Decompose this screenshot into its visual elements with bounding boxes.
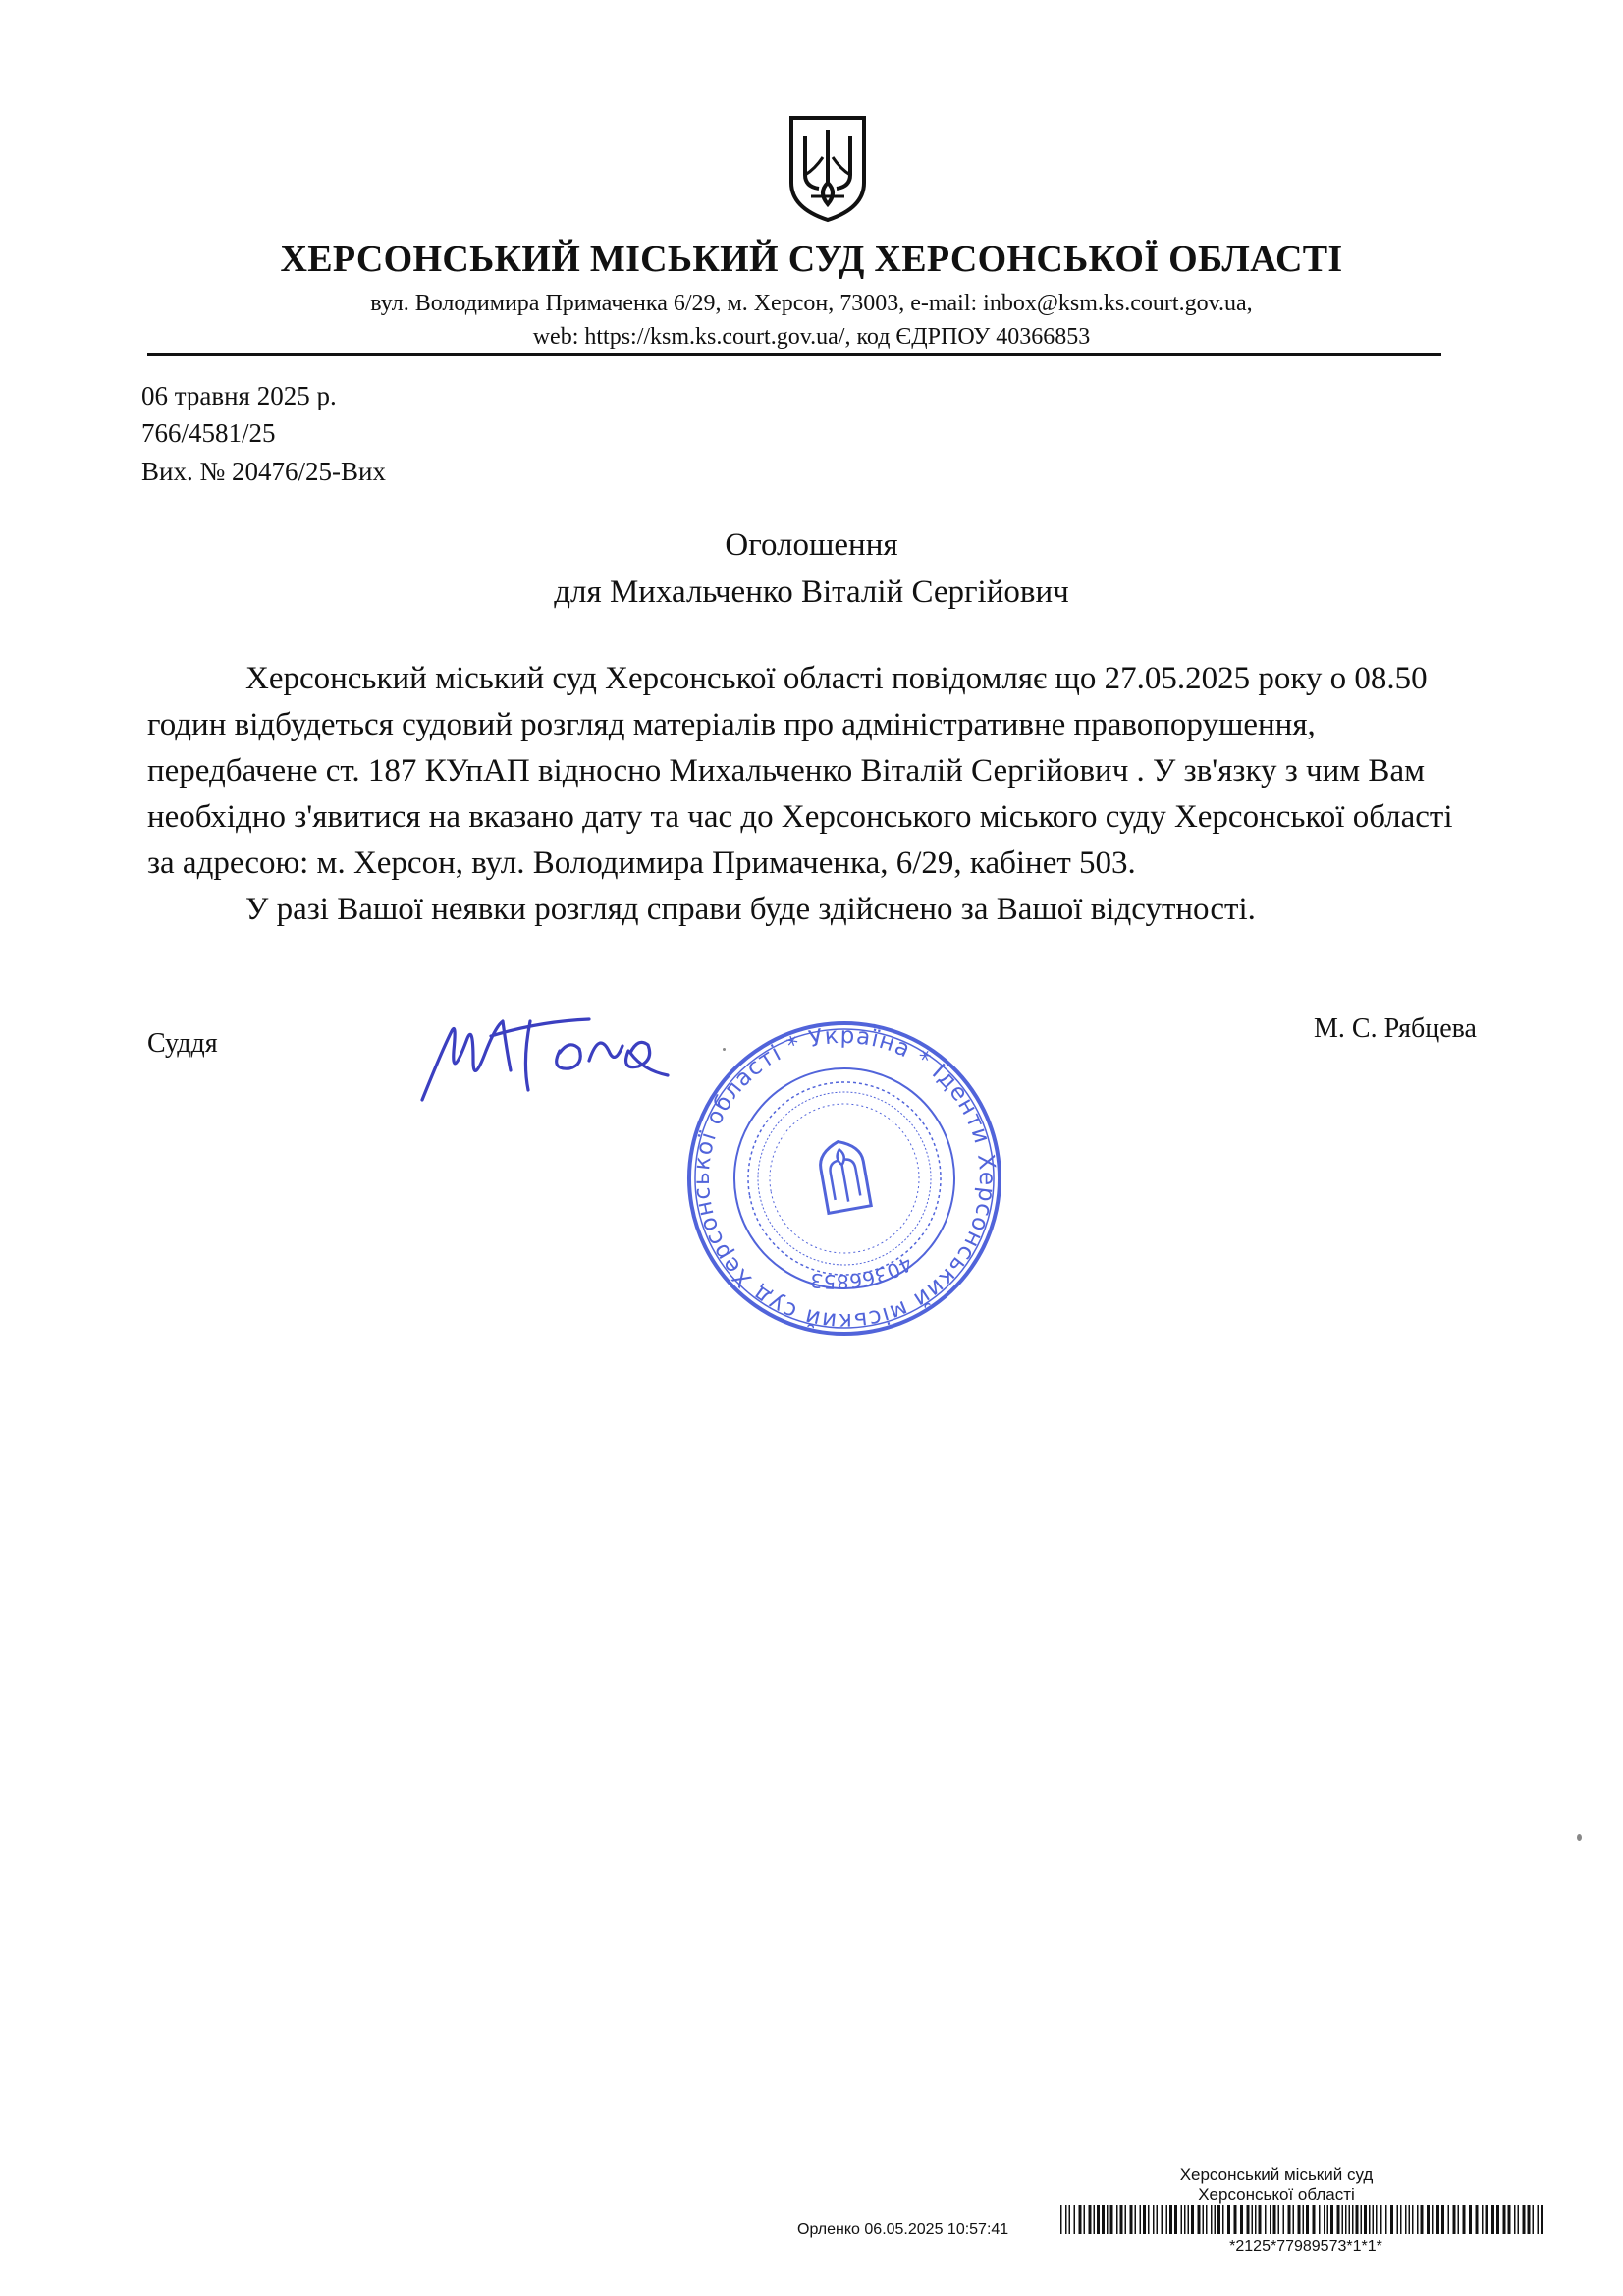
- barcode-bar: [1306, 2205, 1309, 2234]
- court-web-and-code: web: https://ksm.ks.court.gov.ua/, код ЄДРПОУ 40366853: [532, 324, 1091, 350]
- barcode-bar: [1188, 2205, 1190, 2234]
- barcode-bar: [1364, 2205, 1367, 2234]
- notice-paragraph: У разі Вашої неявки розгляд справи буде здійснено за Вашої відсутності.: [245, 892, 1256, 927]
- barcode-bar: [1217, 2205, 1220, 2234]
- barcode-bar: [1069, 2205, 1071, 2234]
- barcode-bar: [1211, 2205, 1213, 2234]
- barcode-bar: [1084, 2205, 1086, 2234]
- barcode-bar: [1130, 2205, 1133, 2234]
- barcode-bar: [1143, 2205, 1146, 2234]
- barcode-bar: [1486, 2205, 1488, 2234]
- barcode-bar: [1255, 2205, 1257, 2234]
- document-date: 06 травня 2025 р.: [141, 381, 337, 410]
- barcode-bar: [1458, 2205, 1460, 2234]
- barcode-bar: [1463, 2205, 1466, 2234]
- barcode-bar: [1303, 2205, 1305, 2234]
- barcode-bar: [1352, 2205, 1354, 2234]
- barcode-bar: [1116, 2205, 1118, 2234]
- barcode-bar: [1169, 2205, 1172, 2234]
- barcode-bar: [1135, 2205, 1137, 2234]
- barcode-bar: [1409, 2205, 1411, 2234]
- handwritten-signature: [412, 992, 697, 1120]
- barcode-bar: [1491, 2205, 1494, 2234]
- barcode-bar: [1065, 2205, 1067, 2234]
- court-seal: [677, 1016, 1011, 1340]
- barcode-bar: [1174, 2205, 1177, 2234]
- barcode-bar: [1097, 2205, 1100, 2234]
- barcode-bar: [1278, 2205, 1280, 2234]
- signer-name: М. С. Рябцева: [1314, 1013, 1477, 1044]
- barcode-bar: [1153, 2205, 1155, 2234]
- barcode-bar: [1247, 2205, 1250, 2234]
- barcode-bar: [1385, 2205, 1387, 2234]
- barcode-bar: [1089, 2205, 1092, 2234]
- registrar-region: Херсонської області: [1198, 2185, 1355, 2204]
- barcode-bar: [1265, 2205, 1267, 2234]
- barcode-bar: [1518, 2205, 1520, 2234]
- barcode-bar: [1107, 2205, 1109, 2234]
- barcode-bar: [1166, 2205, 1168, 2234]
- notice-body: [147, 656, 1463, 933]
- barcode-bar: [1417, 2205, 1419, 2234]
- barcode-bar: [1436, 2205, 1439, 2234]
- barcode-bar: [1412, 2205, 1414, 2234]
- barcode-bar: [1508, 2205, 1511, 2234]
- barcode-bar: [1298, 2205, 1301, 2234]
- barcode-bar: [1191, 2205, 1194, 2234]
- registrar-info: Орленко 06.05.2025 10:57:41: [797, 2221, 1009, 2238]
- document-title: Оголошення: [725, 527, 898, 563]
- barcode-bar: [1222, 2205, 1224, 2234]
- barcode-bar: [1094, 2205, 1096, 2234]
- barcode-bar: [1240, 2205, 1243, 2234]
- barcode-bar: [1482, 2205, 1484, 2234]
- court-name: ХЕРСОНСЬКИЙ МІСЬКИЙ СУД ХЕРСОНСЬКОЇ ОБЛАСТІ: [280, 239, 1343, 280]
- barcode-bar: [1203, 2205, 1205, 2234]
- barcode-bar: [1181, 2205, 1183, 2234]
- barcode-bar: [1324, 2205, 1325, 2234]
- barcode-bar: [1380, 2205, 1382, 2234]
- barcode-bar: [1369, 2205, 1371, 2234]
- court-address: вул. Володимира Примаченка 6/29, м. Херсон, 73003, e-mail: inbox@ksm.ks.court.gov.ua,: [370, 291, 1253, 316]
- barcode-bar: [1432, 2205, 1434, 2234]
- barcode-bar: [1533, 2205, 1535, 2234]
- barcode-bar: [1373, 2205, 1375, 2234]
- barcode-bar: [1198, 2205, 1201, 2234]
- registrar-court: Херсонський міський суд: [1179, 2165, 1374, 2184]
- barcode-bar: [1503, 2205, 1506, 2234]
- barcode-bar: [1342, 2205, 1344, 2234]
- outgoing-number: Вих. № 20476/25-Вих: [141, 457, 386, 486]
- barcode-bar: [1476, 2205, 1479, 2234]
- barcode-bar: [1453, 2205, 1456, 2234]
- barcode-bar: [1215, 2205, 1217, 2234]
- barcode-bar: [1120, 2205, 1123, 2234]
- barcode-bar: [1421, 2205, 1424, 2234]
- barcode-bar: [1162, 2205, 1163, 2234]
- barcode-bar: [1441, 2205, 1444, 2234]
- svg-text:40366853: [805, 1250, 918, 1300]
- barcode-bar: [1288, 2205, 1291, 2234]
- barcode-bar: [1400, 2205, 1402, 2234]
- barcode-bar: [1514, 2205, 1516, 2234]
- barcode-code: *2125*77989573*1*1*: [1229, 2238, 1382, 2255]
- barcode-bar: [1528, 2205, 1531, 2234]
- addressee: для Михальченко Віталій Сергійович: [554, 574, 1069, 610]
- header-divider: [147, 353, 1441, 356]
- barcode-bar: [1337, 2205, 1340, 2234]
- scan-speck: [723, 1048, 726, 1051]
- barcode-bar: [1148, 2205, 1150, 2234]
- barcode-bar: [1349, 2205, 1351, 2234]
- barcode-bar: [1157, 2205, 1159, 2234]
- barcode-bar: [1102, 2205, 1105, 2234]
- notice-paragraph: Херсонський міський суд Херсонської області повідомляє що 27.05.2025 року о 08.50 годин відбудеться судовий розгляд матеріалів про адміністративне правопорушення, передбачене ст. 187 КУпАП відносно Михальченко Віталій Сергійович . У зв'язку з чим Вам необхідно з'явитися на вказано дату та час до Херсонського міського суду Херсонської області за адресою: м. Херсон, вул. Володимира Примаченка, 6/29, кабінет 503.: [147, 661, 1453, 881]
- barcode-bar: [1345, 2205, 1347, 2234]
- barcode-bar: [1125, 2205, 1127, 2234]
- scan-speck: [1577, 1834, 1582, 1841]
- barcode: [1058, 2205, 1549, 2234]
- barcode-bar: [1405, 2205, 1407, 2234]
- barcode-bar: [1140, 2205, 1142, 2234]
- barcode-bar: [1448, 2205, 1450, 2234]
- barcode-bar: [1376, 2205, 1378, 2234]
- barcode-bar: [1469, 2205, 1472, 2234]
- barcode-bar: [1361, 2205, 1363, 2234]
- barcode-bar: [1541, 2205, 1543, 2234]
- barcode-bar: [1319, 2205, 1321, 2234]
- barcode-bar: [1259, 2205, 1262, 2234]
- signer-role: Суддя: [147, 1028, 218, 1059]
- barcode-bar: [1060, 2205, 1062, 2234]
- barcode-bar: [1330, 2205, 1333, 2234]
- barcode-bar: [1427, 2205, 1430, 2234]
- barcode-bar: [1283, 2205, 1285, 2234]
- barcode-bar: [1523, 2205, 1526, 2234]
- barcode-bar: [1327, 2205, 1329, 2234]
- barcode-bar: [1184, 2205, 1186, 2234]
- barcode-bar: [1390, 2205, 1393, 2234]
- seal-code: 40366853: [808, 1251, 917, 1294]
- barcode-bar: [1206, 2205, 1208, 2234]
- barcode-bar: [1234, 2205, 1237, 2234]
- barcode-bar: [1079, 2205, 1082, 2234]
- barcode-bar: [1356, 2205, 1359, 2234]
- barcode-bar: [1293, 2205, 1295, 2234]
- barcode-bar: [1397, 2205, 1399, 2234]
- barcode-bar: [1074, 2205, 1076, 2234]
- barcode-bar: [1270, 2205, 1271, 2234]
- barcode-bar: [1496, 2205, 1499, 2234]
- barcode-bar: [1252, 2205, 1254, 2234]
- barcode-bar: [1110, 2205, 1113, 2234]
- case-number: 766/4581/25: [141, 418, 276, 448]
- trident-emblem-icon: [785, 114, 870, 224]
- barcode-bar: [1273, 2205, 1276, 2234]
- barcode-bar: [1313, 2205, 1316, 2234]
- barcode-bar: [1227, 2205, 1230, 2234]
- barcode-bar: [1538, 2205, 1540, 2234]
- seal-outer-text: Херсонський міський суд Херсонської області * Україна * Ідентифікаційний: [688, 1022, 1001, 1335]
